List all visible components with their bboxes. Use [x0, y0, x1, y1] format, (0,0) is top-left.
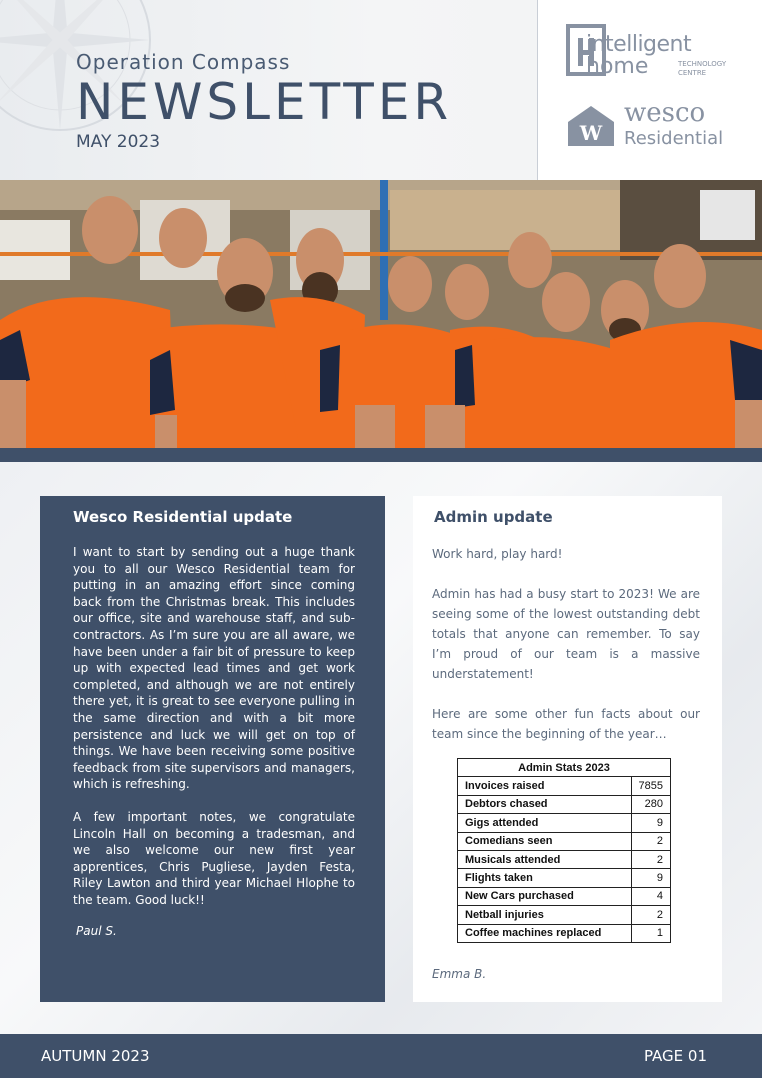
- wesco-update-card: [40, 496, 385, 1002]
- table-row: [458, 887, 671, 905]
- admin-update-card: [413, 496, 722, 1002]
- photo-divider-bar: [0, 448, 762, 462]
- admin-update-paragraph-1: Admin has had a busy start to 2023! We are seeing some of the lowest outstanding debt totals that anyone can remember. To say I’m proud of our team is a massive understatement!: [432, 587, 700, 681]
- logo1-word-home: home: [586, 54, 649, 79]
- wesco-update-signature: Paul S.: [76, 924, 117, 939]
- admin-update-signature: Emma B.: [432, 966, 487, 981]
- stat-label: Flights taken: [458, 869, 632, 887]
- stat-value: 1: [631, 924, 670, 942]
- table-row: [458, 795, 671, 813]
- publication-kicker: Operation Compass: [76, 50, 291, 74]
- footer-page-number: PAGE 01: [643, 1047, 707, 1065]
- footer-season: AUTUMN 2023: [41, 1047, 150, 1065]
- stat-label: Debtors chased: [458, 795, 632, 813]
- admin-update-heading: Admin update: [434, 508, 553, 526]
- stat-label: Musicals attended: [458, 850, 632, 868]
- team-photo: [0, 180, 762, 448]
- table-title: Admin Stats 2023: [458, 759, 671, 777]
- newsletter-title: NEWSLETTER: [76, 73, 453, 131]
- table-row: [458, 814, 671, 832]
- table-row: [458, 777, 671, 795]
- svg-text:W: W: [579, 121, 603, 145]
- stat-value: 4: [631, 887, 670, 905]
- stat-value: 2: [631, 850, 670, 868]
- stat-value: 280: [631, 795, 670, 813]
- stat-label: Netball injuries: [458, 906, 632, 924]
- logo2-word-residential: Residential: [624, 128, 724, 149]
- stat-value: 7855: [631, 777, 670, 795]
- admin-update-tagline: Work hard, play hard!: [432, 547, 563, 561]
- masthead-header: [0, 0, 762, 180]
- stat-value: 9: [631, 869, 670, 887]
- team-photo-illustration: [0, 180, 762, 448]
- logo1-subtitle: [678, 60, 726, 78]
- table-row: [458, 869, 671, 887]
- logo2-word-wesco: wesco: [624, 98, 706, 128]
- table-row: [458, 832, 671, 850]
- issue-date: MAY 2023: [76, 132, 161, 152]
- stat-value: 9: [631, 814, 670, 832]
- logo-panel: [537, 0, 762, 180]
- table-row: [458, 906, 671, 924]
- logo1-sub-line2: CENTRE: [678, 69, 707, 77]
- wesco-house-logo-icon: [566, 104, 616, 148]
- table-header-row: [458, 759, 671, 777]
- table-row: [458, 850, 671, 868]
- stat-label: Invoices raised: [458, 777, 632, 795]
- admin-stats-table: [457, 758, 671, 943]
- admin-update-paragraph-2: Here are some other fun facts about our team since the beginning of the year…: [432, 707, 700, 741]
- stat-value: 2: [631, 832, 670, 850]
- stat-value: 2: [631, 906, 670, 924]
- stat-label: Comedians seen: [458, 832, 632, 850]
- logo1-sub-line1: TECHNOLOGY: [678, 60, 727, 68]
- wesco-update-paragraph-2: A few important notes, we congratulate Lincoln Hall on becoming a tradesman, and we also welcome our new first year apprentices, Chris Pugliese, Jayden Festa, Riley Lawton and third year Michael Hlophe to the team. Good luck!!: [73, 809, 355, 907]
- wesco-update-heading: Wesco Residential update: [73, 508, 293, 526]
- table-row: [458, 924, 671, 942]
- stat-label: Gigs attended: [458, 814, 632, 832]
- stat-label: New Cars purchased: [458, 887, 632, 905]
- logo1-word-intelligent: intelligent: [586, 32, 692, 57]
- stat-label: Coffee machines replaced: [458, 924, 632, 942]
- wesco-update-paragraph-1: I want to start by sending out a huge thank you to all our Wesco Residential team for putting in an amazing effort since coming back from the Christmas break. This includes our office, site and warehouse staff, and sub-contractors. As I’m sure you are all aware, we have been under a fair bit of pressure to keep up with expected lead times and get work completed, and although we are not entirely there yet, it is great to see everyone pulling in the same direction and with a bit more persistence and luck we will get on top of things. We have been receiving some positive feedback from site supervisors and managers, which is refreshing.: [73, 545, 355, 792]
- page-footer: [0, 1034, 762, 1078]
